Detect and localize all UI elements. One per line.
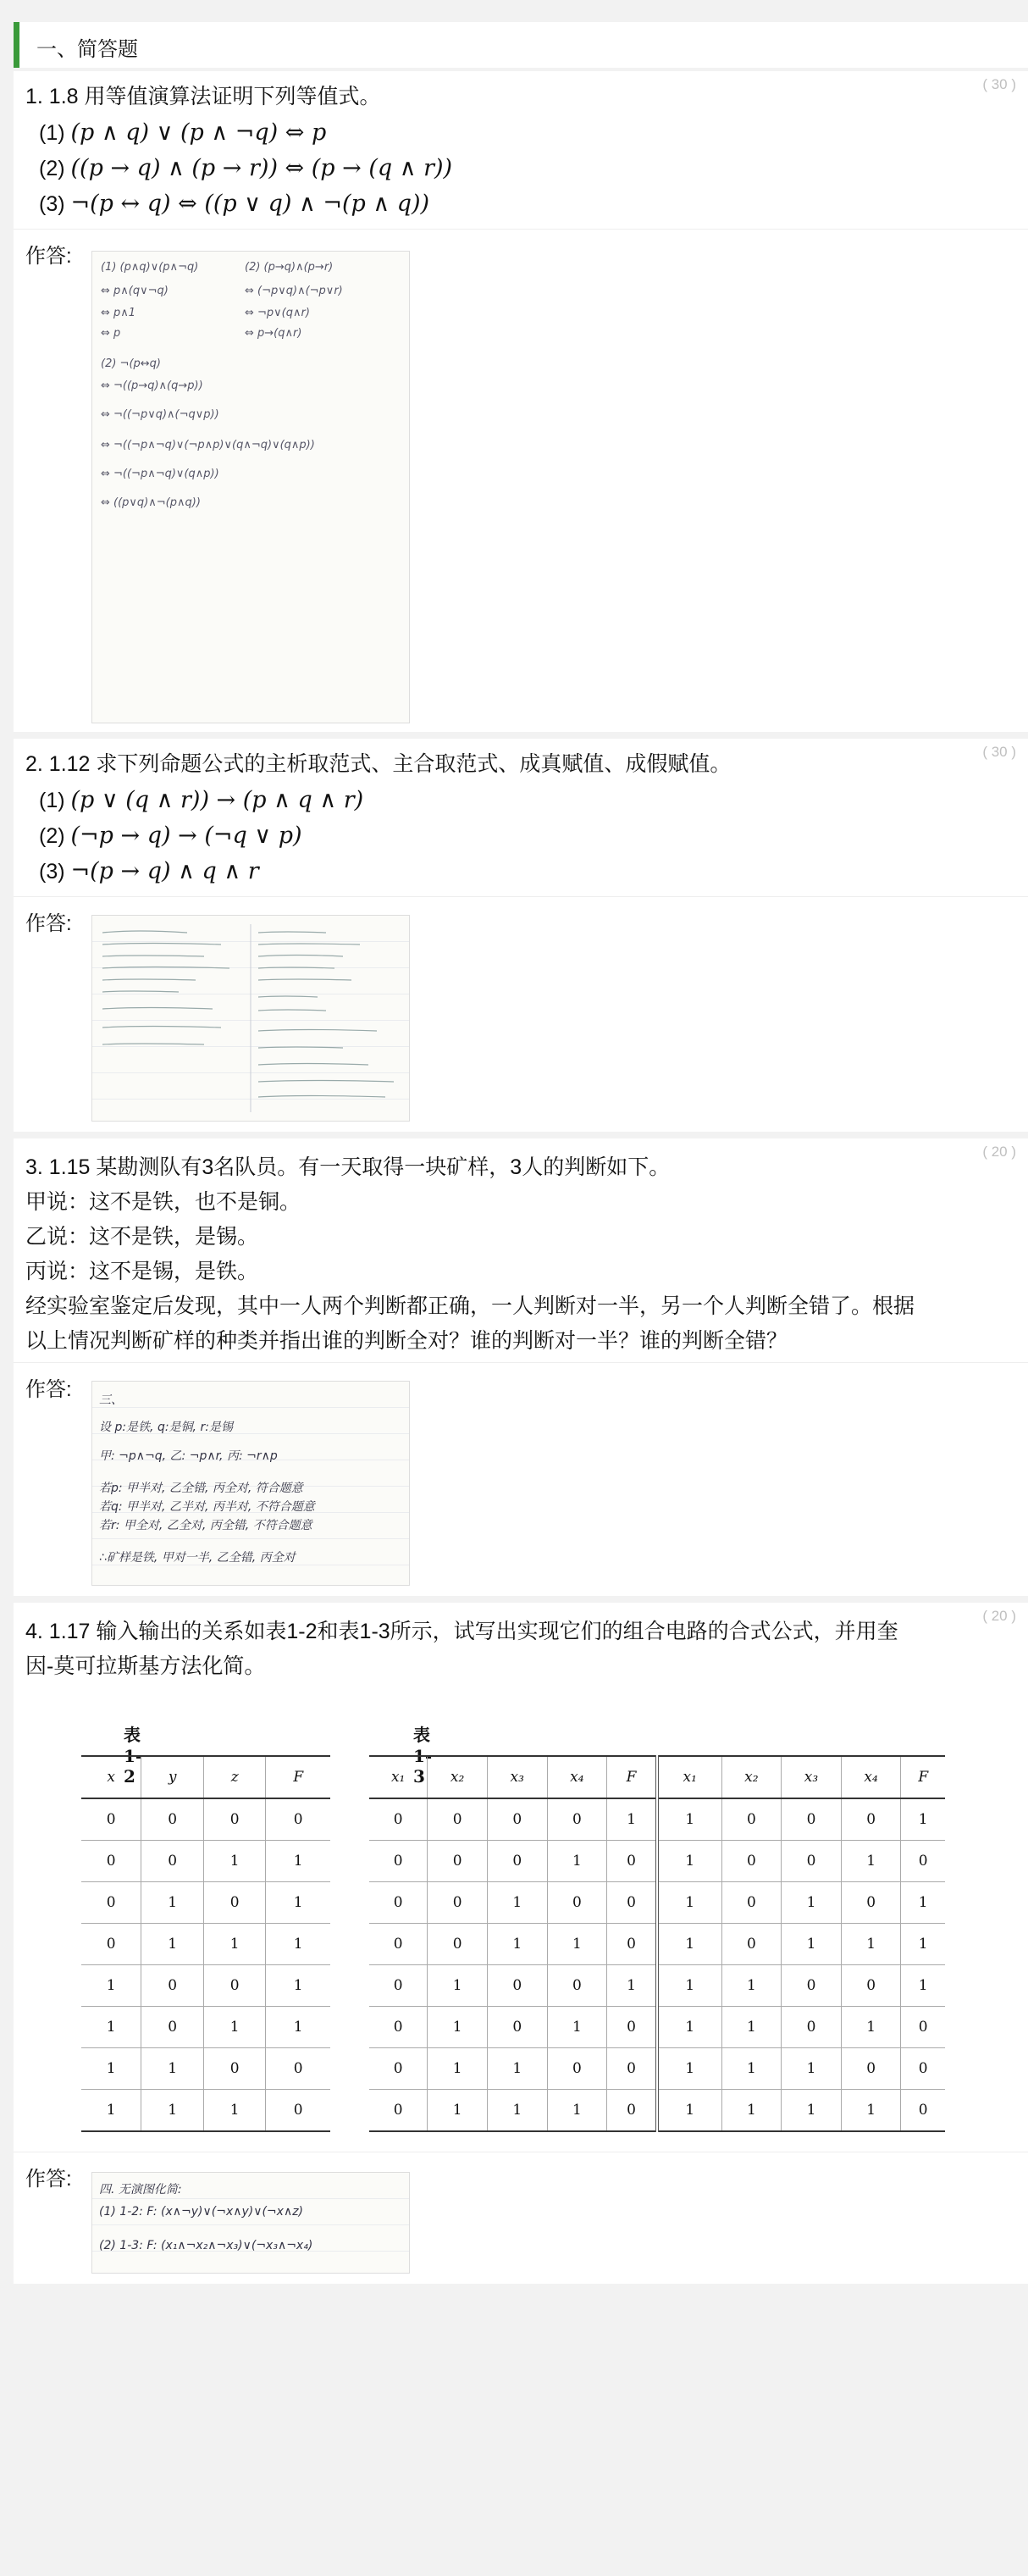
table-cell: 0 bbox=[203, 2048, 266, 2090]
table-cell: 1 bbox=[487, 1924, 547, 1965]
table-header-cell: F bbox=[901, 1756, 945, 1798]
table-cell: 1 bbox=[547, 2007, 607, 2048]
formula: ((p → q) ∧ (p → r)) ⇔ (p → (q ∧ r)) bbox=[70, 155, 453, 181]
table-cell: 0 bbox=[141, 1798, 204, 1841]
table-cell: 0 bbox=[369, 1841, 428, 1882]
question-card-4 bbox=[14, 1603, 1028, 2284]
table-cell: 1 bbox=[657, 1798, 721, 1841]
formula: (p ∧ q) ∨ (p ∧ ¬q) ⇔ p bbox=[70, 119, 327, 146]
table-cell: 0 bbox=[841, 1882, 901, 1924]
table-cell: 1 bbox=[547, 1841, 607, 1882]
table-cell: 1 bbox=[428, 2090, 488, 2132]
table-header-cell: z bbox=[203, 1756, 266, 1798]
handwriting-line: ∴矿样是铁, 甲对一半, 乙全错, 丙全对 bbox=[99, 1551, 296, 1565]
question-number: 1. 1.8 bbox=[25, 85, 79, 108]
question-card-3 bbox=[14, 1138, 1028, 1596]
question-prompt: 输入输出的关系如表1-2和表1-3所示，试写出实现它们的组合电路的合式公式，并用奎 bbox=[96, 1620, 898, 1643]
table-cell: 0 bbox=[81, 1841, 141, 1882]
question-prompt: 求下列命题公式的主析取范式、主合取范式、成真赋值、成假赋值。 bbox=[96, 752, 732, 776]
table-cell: 1 bbox=[782, 1924, 842, 1965]
table-cell: 0 bbox=[607, 2048, 657, 2090]
question-number: 2. 1.12 bbox=[25, 752, 91, 776]
answer-label: 作答: bbox=[25, 245, 72, 268]
table-cell: 1 bbox=[841, 1924, 901, 1965]
handwriting-line: ⇔ ¬p∨(q∧r) bbox=[245, 307, 310, 319]
table-cell: 1 bbox=[657, 2007, 721, 2048]
handwriting-line: 若q: 甲半对, 乙半对, 丙半对, 不符合题意 bbox=[99, 1500, 315, 1514]
table-cell: 0 bbox=[841, 1798, 901, 1841]
table bbox=[81, 1755, 330, 2132]
table-cell: 0 bbox=[369, 1882, 428, 1924]
formula: (p ∨ (q ∧ r)) → (p ∧ q ∧ r) bbox=[70, 787, 364, 813]
table-cell: 1 bbox=[266, 2007, 330, 2048]
table-row bbox=[81, 2090, 330, 2132]
question-number: 4. 1.17 bbox=[25, 1620, 91, 1643]
table-header-cell: x₄ bbox=[547, 1756, 607, 1798]
table-row bbox=[369, 1798, 945, 1841]
table-cell: 1 bbox=[657, 1965, 721, 2007]
question-line: 甲说：这不是铁，也不是铜。 bbox=[25, 1190, 301, 1214]
table-cell: 0 bbox=[607, 2007, 657, 2048]
table-row bbox=[81, 1924, 330, 1965]
table-cell: 0 bbox=[81, 1798, 141, 1841]
table-cell: 0 bbox=[141, 2007, 204, 2048]
table-row bbox=[81, 1882, 330, 1924]
table-cell: 0 bbox=[547, 1882, 607, 1924]
handwriting-line: ⇔ p∧1 bbox=[101, 307, 136, 319]
item-label: (1) bbox=[39, 121, 65, 145]
table-cell: 1 bbox=[657, 2090, 721, 2132]
handwriting-line: 四. 无演图化简: bbox=[99, 2183, 182, 2197]
question-body bbox=[25, 1150, 915, 1359]
formula: ¬(p ↔ q) ⇔ ((p ∨ q) ∧ ¬(p ∧ q)) bbox=[70, 191, 430, 217]
handwriting-line: 甲: ¬p∧¬q, 乙: ¬p∧r, 丙: ¬r∧p bbox=[99, 1449, 278, 1463]
table-cell: 1 bbox=[266, 1882, 330, 1924]
table-cell: 0 bbox=[428, 1798, 488, 1841]
table-cell: 0 bbox=[428, 1924, 488, 1965]
question-line: 丙说：这不是锡，是铁。 bbox=[25, 1260, 259, 1283]
table-row bbox=[81, 1965, 330, 2007]
table-cell: 0 bbox=[369, 2007, 428, 2048]
table-cell: 1 bbox=[428, 2007, 488, 2048]
question-body bbox=[25, 1615, 898, 1684]
table-cell: 1 bbox=[841, 2007, 901, 2048]
table-cell: 1 bbox=[203, 1841, 266, 1882]
table-cell: 1 bbox=[547, 2090, 607, 2132]
table-row bbox=[369, 1882, 945, 1924]
table-cell: 1 bbox=[841, 1841, 901, 1882]
table-cell: 1 bbox=[141, 2048, 204, 2090]
handwriting-line: ⇔ p bbox=[101, 327, 121, 340]
table bbox=[369, 1755, 945, 2132]
table-row bbox=[369, 1924, 945, 1965]
item-label: (1) bbox=[39, 789, 65, 812]
table-cell: 1 bbox=[81, 2007, 141, 2048]
table-cell: 1 bbox=[266, 1841, 330, 1882]
answer-image[interactable] bbox=[91, 1381, 410, 1586]
table-cell: 1 bbox=[901, 1882, 945, 1924]
table-header-cell: F bbox=[266, 1756, 330, 1798]
table-cell: 1 bbox=[657, 1841, 721, 1882]
table-cell: 1 bbox=[81, 2048, 141, 2090]
table-header-cell: x₃ bbox=[487, 1756, 547, 1798]
table-cell: 0 bbox=[547, 1965, 607, 2007]
table-cell: 1 bbox=[901, 1965, 945, 2007]
item-label: (3) bbox=[39, 192, 65, 216]
score-badge: ( 20 ) bbox=[982, 1608, 1016, 1624]
handwriting-line: ⇔ (¬p∨q)∧(¬p∨r) bbox=[245, 285, 343, 297]
table-cell: 0 bbox=[203, 1965, 266, 2007]
table-row bbox=[81, 1798, 330, 1841]
table-cell: 1 bbox=[607, 1798, 657, 1841]
table-cell: 1 bbox=[487, 2090, 547, 2132]
handwriting-line: 若r: 甲全对, 乙全对, 丙全错, 不符合题意 bbox=[99, 1519, 312, 1532]
table-cell: 0 bbox=[901, 2090, 945, 2132]
table-cell: 0 bbox=[487, 1798, 547, 1841]
item-label: (3) bbox=[39, 860, 65, 884]
table-cell: 0 bbox=[203, 1882, 266, 1924]
table-cell: 0 bbox=[141, 1841, 204, 1882]
answer-label: 作答: bbox=[25, 2168, 72, 2191]
table-cell: 0 bbox=[369, 2048, 428, 2090]
table-cell: 0 bbox=[901, 1841, 945, 1882]
table-cell: 1 bbox=[203, 2007, 266, 2048]
table-header-cell: y bbox=[141, 1756, 204, 1798]
table-row bbox=[369, 1965, 945, 2007]
section-header bbox=[14, 22, 1028, 68]
item-label: (2) bbox=[39, 157, 65, 180]
table-header-cell: F bbox=[607, 1756, 657, 1798]
table-row bbox=[81, 1841, 330, 1882]
question-prompt: 某勘测队有3名队员。有一天取得一块矿样，3人的判断如下。 bbox=[96, 1155, 671, 1179]
table-caption: 表 1-2 bbox=[124, 1725, 143, 1787]
table-cell: 0 bbox=[81, 1924, 141, 1965]
table-row bbox=[81, 2007, 330, 2048]
table-cell: 1 bbox=[487, 2048, 547, 2090]
handwriting-line: 设 p:是铁, q:是铜, r:是锡 bbox=[99, 1421, 233, 1434]
table-cell: 1 bbox=[782, 1882, 842, 1924]
table-cell: 1 bbox=[266, 1924, 330, 1965]
table-header-cell: x₁ bbox=[369, 1756, 428, 1798]
table-row bbox=[369, 2048, 945, 2090]
table-header-cell: x bbox=[81, 1756, 141, 1798]
question-title bbox=[25, 747, 731, 782]
table-cell: 0 bbox=[607, 1841, 657, 1882]
table-cell: 0 bbox=[782, 1965, 842, 2007]
table-cell: 1 bbox=[782, 2048, 842, 2090]
question-line: 以上情况判断矿样的种类并指出谁的判断全对？谁的判断对一半？谁的判断全错？ bbox=[25, 1329, 788, 1353]
question-card-1 bbox=[14, 71, 1028, 732]
table-header-cell: x₂ bbox=[721, 1756, 782, 1798]
table-cell: 1 bbox=[141, 1924, 204, 1965]
answer-image[interactable] bbox=[91, 251, 410, 723]
formula: ¬(p → q) ∧ q ∧ r bbox=[70, 858, 259, 884]
table-cell: 1 bbox=[721, 2090, 782, 2132]
table-cell: 0 bbox=[369, 1924, 428, 1965]
table-cell: 0 bbox=[487, 1965, 547, 2007]
table-cell: 1 bbox=[657, 1924, 721, 1965]
table-header-cell: x₂ bbox=[428, 1756, 488, 1798]
question-prompt: 用等值演算法证明下列等值式。 bbox=[84, 85, 381, 108]
table-cell: 1 bbox=[428, 1965, 488, 2007]
table-cell: 1 bbox=[901, 1924, 945, 1965]
table-cell: 0 bbox=[203, 1798, 266, 1841]
section-title: 一、简答题 bbox=[36, 37, 138, 61]
table-cell: 0 bbox=[782, 1841, 842, 1882]
table-cell: 1 bbox=[203, 1924, 266, 1965]
table-cell: 1 bbox=[428, 2048, 488, 2090]
table-cell: 0 bbox=[487, 2007, 547, 2048]
formula-list bbox=[39, 783, 363, 889]
table-header-cell: x₁ bbox=[657, 1756, 721, 1798]
table-cell: 1 bbox=[657, 2048, 721, 2090]
table-cell: 1 bbox=[721, 2007, 782, 2048]
table-cell: 0 bbox=[901, 2048, 945, 2090]
table-cell: 0 bbox=[901, 2007, 945, 2048]
table-cell: 0 bbox=[547, 1798, 607, 1841]
table-cell: 0 bbox=[266, 2048, 330, 2090]
table-cell: 0 bbox=[782, 1798, 842, 1841]
table-cell: 0 bbox=[607, 1882, 657, 1924]
table-cell: 0 bbox=[266, 2090, 330, 2132]
table-cell: 1 bbox=[266, 1965, 330, 2007]
question-line: 乙说：这不是铁，是锡。 bbox=[25, 1225, 259, 1249]
table-cell: 1 bbox=[841, 2090, 901, 2132]
question-title bbox=[25, 80, 381, 114]
table-cell: 0 bbox=[266, 1798, 330, 1841]
question-card-2 bbox=[14, 739, 1028, 1132]
handwriting-line: ⇔ ¬((¬p∨q)∧(¬q∨p)) bbox=[101, 408, 219, 421]
table-row bbox=[369, 1841, 945, 1882]
table-header-cell: x₄ bbox=[841, 1756, 901, 1798]
table-cell: 0 bbox=[369, 1798, 428, 1841]
table-cell: 0 bbox=[841, 2048, 901, 2090]
table-cell: 0 bbox=[607, 2090, 657, 2132]
handwriting-line: (1) 1-2: F: (x∧¬y)∨(¬x∧y)∨(¬x∧z) bbox=[99, 2205, 304, 2219]
table-cell: 0 bbox=[141, 1965, 204, 2007]
handwriting-line: ⇔ ¬((¬p∧¬q)∨(¬p∧p)∨(q∧¬q)∨(q∧p)) bbox=[101, 439, 315, 451]
answer-label: 作答: bbox=[25, 912, 72, 935]
handwriting-line: (1) (p∧q)∨(p∧¬q) bbox=[101, 261, 199, 274]
table-cell: 0 bbox=[607, 1924, 657, 1965]
table-cell: 0 bbox=[721, 1882, 782, 1924]
table-cell: 1 bbox=[782, 2090, 842, 2132]
table-row bbox=[369, 2007, 945, 2048]
table-cell: 0 bbox=[428, 1841, 488, 1882]
table-cell: 1 bbox=[203, 2090, 266, 2132]
table-cell: 0 bbox=[721, 1841, 782, 1882]
handwriting-line: (2) 1-3: F: (x₁∧¬x₂∧¬x₃)∨(¬x₃∧¬x₄) bbox=[99, 2239, 313, 2252]
formula-list bbox=[39, 115, 452, 222]
table-cell: 1 bbox=[141, 2090, 204, 2132]
handwriting-line: 三、 bbox=[99, 1393, 123, 1407]
question-line: 经实验室鉴定后发现，其中一人两个判断都正确，一人判断对一半，另一个人判断全错了。根据 bbox=[25, 1294, 915, 1318]
table-row bbox=[81, 2048, 330, 2090]
table-cell: 1 bbox=[901, 1798, 945, 1841]
table-caption: 表 1-3 bbox=[413, 1725, 433, 1787]
answer-image[interactable] bbox=[91, 2172, 410, 2274]
handwriting-line: (2) ¬(p↔q) bbox=[101, 357, 161, 370]
table-cell: 0 bbox=[487, 1841, 547, 1882]
table-cell: 0 bbox=[782, 2007, 842, 2048]
table-cell: 1 bbox=[721, 2048, 782, 2090]
table-row bbox=[369, 2090, 945, 2132]
handwriting-line: 若p: 甲半对, 乙全错, 丙全对, 符合题意 bbox=[99, 1482, 303, 1495]
handwriting-line: ⇔ ((p∨q)∧¬(p∧q)) bbox=[101, 496, 201, 509]
handwriting-line: (2) (p→q)∧(p→r) bbox=[245, 261, 334, 274]
table-cell: 0 bbox=[369, 2090, 428, 2132]
table-cell: 1 bbox=[487, 1882, 547, 1924]
table-cell: 0 bbox=[81, 1882, 141, 1924]
score-badge: ( 20 ) bbox=[982, 1144, 1016, 1160]
table-cell: 0 bbox=[721, 1798, 782, 1841]
table-cell: 0 bbox=[721, 1924, 782, 1965]
table-cell: 1 bbox=[81, 1965, 141, 2007]
answer-label: 作答: bbox=[25, 1378, 72, 1401]
table-cell: 1 bbox=[657, 1882, 721, 1924]
table-cell: 1 bbox=[81, 2090, 141, 2132]
table-cell: 1 bbox=[141, 1882, 204, 1924]
table-cell: 0 bbox=[547, 2048, 607, 2090]
table-cell: 0 bbox=[369, 1965, 428, 2007]
item-label: (2) bbox=[39, 824, 65, 848]
handwriting-line: ⇔ p∧(q∨¬q) bbox=[101, 285, 169, 297]
score-badge: ( 30 ) bbox=[982, 76, 1016, 92]
question-line: 因-莫可拉斯基方法化简。 bbox=[25, 1654, 266, 1678]
question-number: 3. 1.15 bbox=[25, 1155, 91, 1179]
formula: (¬p → q) → (¬q ∨ p) bbox=[70, 823, 302, 849]
table-cell: 1 bbox=[547, 1924, 607, 1965]
score-badge: ( 30 ) bbox=[982, 744, 1016, 760]
table-cell: 0 bbox=[841, 1965, 901, 2007]
handwriting-line: ⇔ p→(q∧r) bbox=[245, 327, 302, 340]
handwriting-line: ⇔ ¬((¬p∧¬q)∨(q∧p)) bbox=[101, 468, 219, 480]
table-header-cell: x₃ bbox=[782, 1756, 842, 1798]
handwriting-line: ⇔ ¬((p→q)∧(q→p)) bbox=[101, 379, 203, 392]
table-cell: 1 bbox=[721, 1965, 782, 2007]
table-cell: 0 bbox=[428, 1882, 488, 1924]
answer-image[interactable] bbox=[91, 915, 410, 1122]
table-cell: 1 bbox=[607, 1965, 657, 2007]
